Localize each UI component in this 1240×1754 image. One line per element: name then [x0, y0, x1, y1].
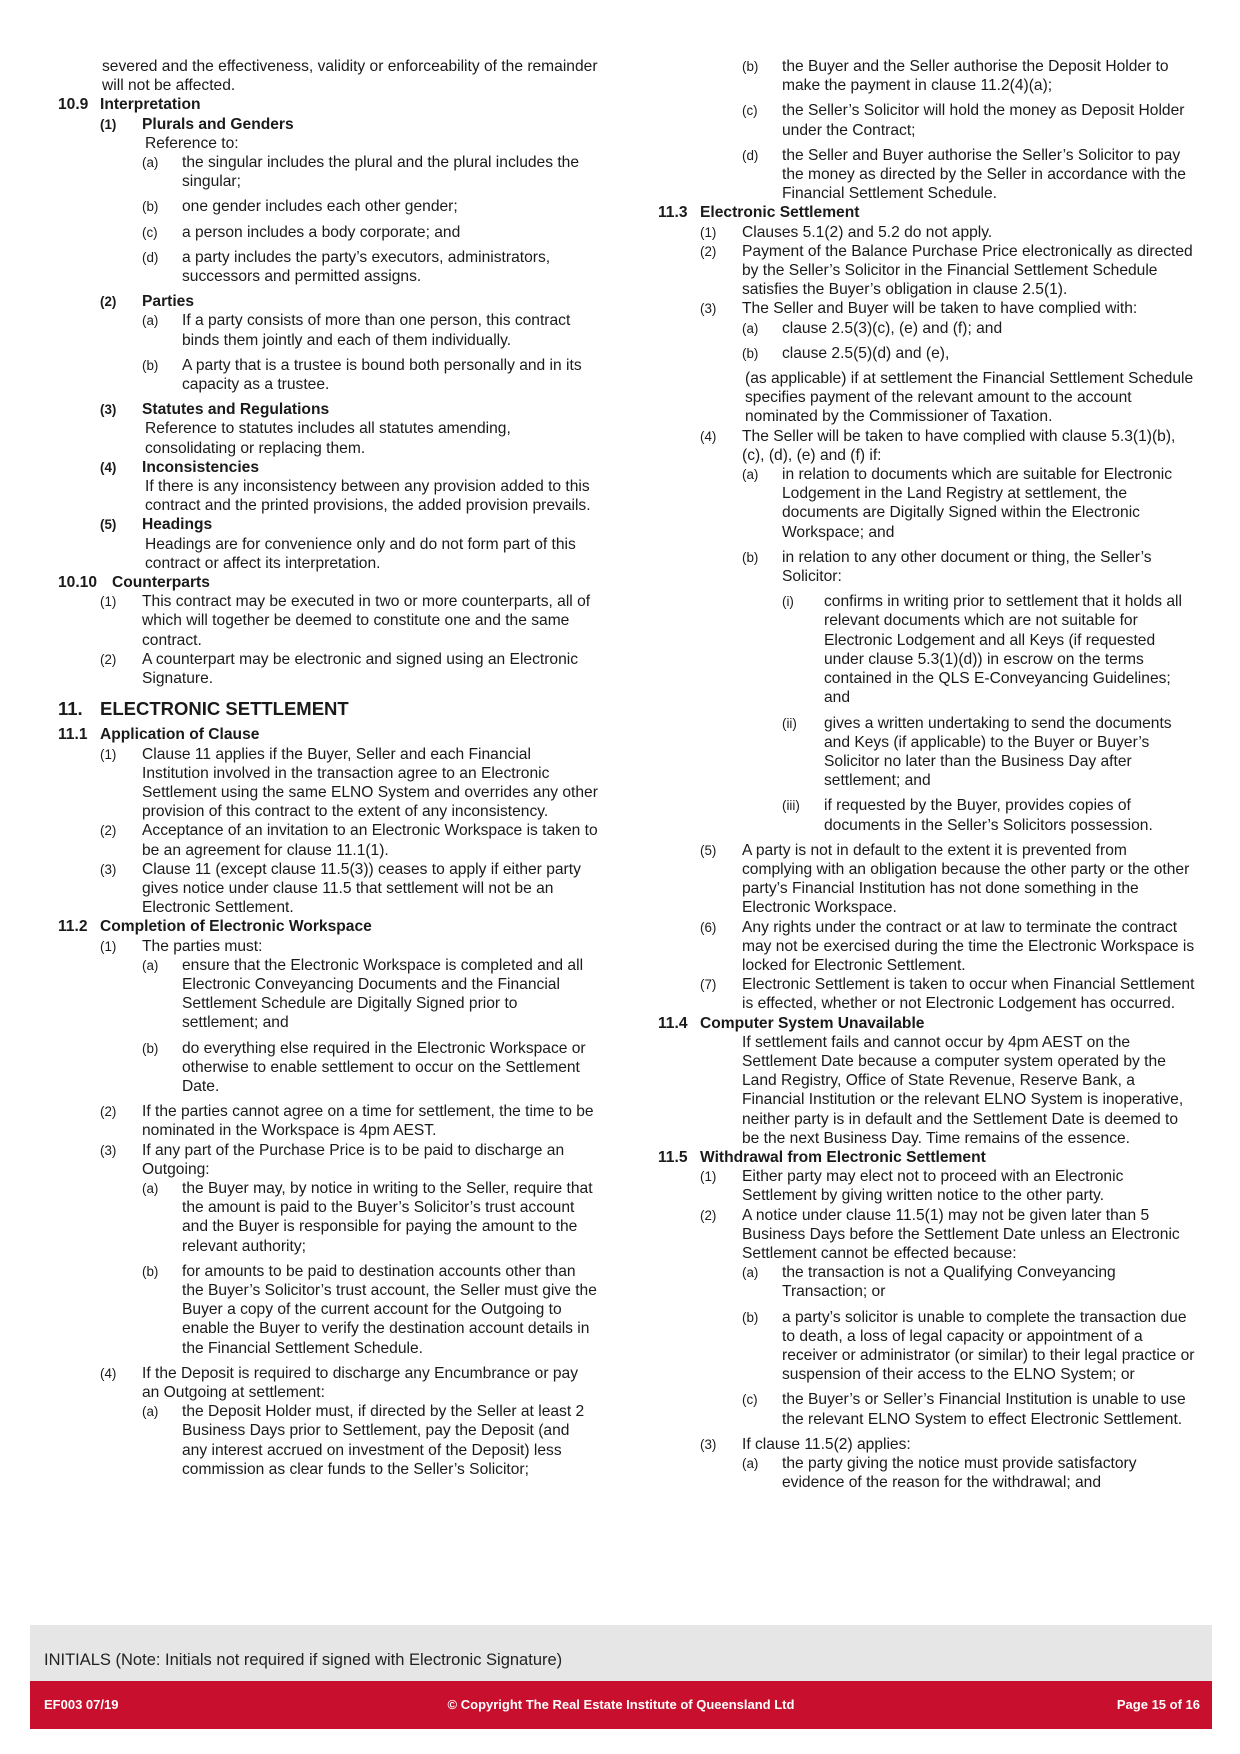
list-item: (c) the Buyer’s or Seller’s Financial Institution is unable to use the relevant ELNO System to effect Electronic Settlement. [742, 1391, 1186, 1428]
list-item: (d) the Seller and Buyer authorise the Seller’s Solicitor to pay the money as directed by the Seller in accordance with the Financial Settlement Schedule. [742, 146, 1186, 203]
list-item: (1) Clauses 5.1(2) and 5.2 do not apply. [700, 223, 993, 241]
list-item: (6) Any rights under the contract or at law to terminate the contract may not be exercised during the time the Electronic Workspace is locked for Electronic Settlement. [700, 918, 1195, 974]
list-item: (iii) if requested by the Buyer, provides copies of documents in the Seller’s Solicitors possession. [782, 797, 1153, 834]
list-item: (b) in relation to any other document or thing, the Seller’s Solicitor: [742, 548, 1152, 586]
subclause-inconsistencies: (4) Inconsistencies [100, 458, 259, 476]
list-item: (2) Acceptance of an invitation to an Electronic Workspace is taken to be an agreement for clause 11.1(1). [100, 822, 598, 859]
list-item: (1) Either party may elect not to proceed with an Electronic Settlement by giving written notice to the other party. [700, 1168, 1124, 1205]
list-item: (2) A counterpart may be electronic and signed using an Electronic Signature. [100, 650, 579, 688]
clause-10-10-heading: 10.10 Counterparts [58, 574, 210, 592]
subclause-headings: (5) Headings [100, 516, 213, 534]
list-item: (3) The Seller and Buyer will be taken to have complied with: [700, 300, 1138, 318]
clause-11-4-heading: 11.4 Computer System Unavailable [658, 1014, 925, 1032]
list-item: (1) Clause 11 applies if the Buyer, Seller and each Financial Institution involved in the transaction agree to an Electronic Settlement using the same ELNO System and overrides any other provision of this contract to the extent of any inconsistency. [100, 745, 598, 821]
clause-11-2-heading: 11.2 Completion of Electronic Workspace [58, 918, 372, 936]
clause-11-1-heading: 11.1 Application of Clause [58, 726, 260, 744]
list-item: (a) the Buyer may, by notice in writing to the Seller, require that the amount is paid to the Buyer’s Solicitor’s trust account and the Buyer is responsible for paying the amount to the relevant authority; [142, 1179, 593, 1255]
list-item: (a) the party giving the notice must provide satisfactory evidence of the reason for the withdrawal; and [742, 1455, 1137, 1492]
list-item: (a) the Deposit Holder must, if directed by the Seller at least 2 Business Days prior to Settlement, pay the Deposit (and any interest accrued on investment of the Deposit) less commission as clear funds to the Seller’s Solicitor; [142, 1403, 585, 1478]
list-item: (1) The parties must: [100, 937, 263, 955]
left-column [58, 57, 598, 1479]
list-item: (7) Electronic Settlement is taken to occur when Financial Settlement is effected, whether or not Electronic Lodgement has occurred. [700, 976, 1195, 1013]
clause-11-5-heading: 11.5 Withdrawal from Electronic Settlement [658, 1148, 986, 1166]
list-item: (4) If the Deposit is required to discharge any Encumbrance or pay an Outgoing at settlement: [100, 1364, 578, 1401]
list-item: (2) If the parties cannot agree on a time for settlement, the time to be nominated in the Workspace is 4pm AEST. [100, 1103, 594, 1140]
chapter-11-title: 11. ELECTRONIC SETTLEMENT [58, 698, 349, 720]
subclause-parties: (2) Parties [100, 293, 195, 311]
list-item: (b) the Buyer and the Seller authorise the Deposit Holder to make the payment in clause 11.2(4)(a); [742, 58, 1169, 95]
list-item: (4) The Seller will be taken to have complied with clause 5.3(1)(b), (c), (d), (e) and (f) if: [700, 427, 1176, 464]
subclause-statutes: (3) Statutes and Regulations [100, 401, 330, 419]
initials-note: INITIALS (Note: Initials not required if signed with Electronic Signature) [44, 1651, 563, 1669]
list-item: (2) A notice under clause 11.5(1) may not be given later than 5 Business Days before the Settlement Date unless an Electronic Settlement cannot be effected because: [700, 1206, 1180, 1262]
copyright-notice: © Copyright The Real Estate Institute of Queensland Ltd [447, 1697, 795, 1712]
list-item: (c) a person includes a body corporate; and [142, 223, 461, 241]
page-number: Page 15 of 16 [1116, 1697, 1200, 1712]
list-item: (a) the singular includes the plural and the plural includes the singular; [142, 154, 580, 191]
list-item: (3) If any part of the Purchase Price is to be paid to discharge an Outgoing: [100, 1141, 565, 1178]
list-item: (ii) gives a written undertaking to send the documents and Keys (if applicable) to the Buyer or Buyer’s Solicitor no later than the Business Day after settlement; and [782, 714, 1172, 790]
form-code: EF003 07/19 [44, 1697, 119, 1712]
list-item: (b) A party that is a trustee is bound both personally and in its capacity as a trustee. [142, 356, 582, 394]
list-item: (2) Payment of the Balance Purchase Price electronically as directed by the Seller’s Solicitor in the Financial Settlement Schedule satisfies the Buyer’s obligation in clause 2.5(1). [700, 242, 1193, 299]
list-item: (c) the Seller’s Solicitor will hold the money as Deposit Holder under the Contract; [742, 102, 1185, 139]
clause-10-9-heading: 10.9 Interpretation [58, 96, 201, 114]
list-item: (b) one gender includes each other gender; [142, 198, 458, 216]
list-item: (b) clause 2.5(5)(d) and (e), [742, 344, 950, 362]
list-item: (a) the transaction is not a Qualifying Conveyancing Transaction; or [742, 1264, 1116, 1301]
list-item: (a) clause 2.5(3)(c), (e) and (f); and [742, 319, 1003, 337]
list-item: (b) do everything else required in the Electronic Workspace or otherwise to enable settlement to occur on the Settlement Date. [142, 1039, 586, 1095]
list-item: (a) ensure that the Electronic Workspace is completed and all Electronic Conveyancing Documents and the Financial Settlement Schedule are Digitally Signed prior to settlement; and [142, 956, 584, 1032]
list-item: (d) a party includes the party’s executors, administrators, successors and permitted assigns. [142, 248, 551, 286]
list-item: (i) confirms in writing prior to settlement that it holds all relevant documents which are not suitable for Electronic Lodgement and all Keys (if requested under clause 5.3(1)(d)) in escrow on the terms contained in the QLS E-Conveyancing Guidelines; and [782, 593, 1182, 707]
initials-bar [30, 1625, 1212, 1681]
list-item: (5) A party is not in default to the extent it is prevented from complying with an obligation because the other party or the other party’s Financial Institution has not done something in the Electronic Workspace. [700, 841, 1190, 917]
list-item: (3) If clause 11.5(2) applies: [700, 1435, 911, 1453]
list-item: (a) in relation to documents which are suitable for Electronic Lodgement in the Land Registry at settlement, the documents are Digitally Signed within the Electronic Workspace; and [742, 466, 1173, 541]
page-footer [30, 1681, 1212, 1729]
list-item: (3) Clause 11 (except clause 11.5(3)) ceases to apply if either party gives notice under clause 11.5 that settlement will not be an Electronic Settlement. [100, 860, 581, 917]
clause-11-3-heading: 11.3 Electronic Settlement [658, 204, 860, 222]
right-column: (b) the Buyer and the Seller authorise the Deposit Holder to make the payment in clause 11.2(4)(a); (c) the Seller’s Solicitor will hold the money as Deposit Holder under the Contract; (d) the Seller and Buyer authorise the Seller’s Solicitor to pay the money as directed by the Seller in accordance with the Financial Settlement Schedule. 11.3 Electronic Settlement (1) Clauses 5.1(2) and 5.2 do not apply. (2) Payment of the Balance Purchase Price electronically as directed by the Seller’s Solicitor in the Financial Settlement Schedule satisfies the Buyer’s obligation in clause 2.5(1). (3) The Seller and Buyer will be taken to have complied with: (a) clause 2.5(3)(c), (e) and (f); and (b) clause 2.5(5)(d) and (e), (as applicable) if at settlement the Financial Settlement Schedule specifies payment of the relevant amount to the account nominated by the Commissioner of Taxation. (4) The Seller will be taken to have complied with clause 5.3(1)(b), (c), (d), (e) and (f) if: (a) in relation to documents which are suitable for Electronic Lodgement in the Land Registry at settlement, the documents are Digitally Signed within the Electronic Workspace; and (b) in relation to any other document or thing, the Seller’s Solicitor: (i) confirms in writing prior to settlement that it holds all relevant documents which are not suitable for Electronic Lodgement and all Keys (if requested under clause 5.3(1)(d)) in escrow on the terms contained in the QLS E-Conveyancing Guidelines; and (ii) gives a written undertaking to send the documents and Keys (if applicable) to the Buyer or Buyer’s Solicitor no later than the Business Day after settlement; and (iii) if requested by the Buyer, provides copies of documents in the Seller’s Solicitors possession. (5) A party is not in default to the extent it is prevented from complying with an obligation because the other party or the other party’s Financial Institution has not done something in the Electronic Workspace. (6) Any rights under the contract or at law to terminate the contract may not be exercised during the time the Electronic Workspace is locked for Electronic Settlement. (7) Electronic Settlement is taken to occur when Financial Settlement is effected, whether or not Electronic Lodgement has occurred. 11.4 Computer System Unavailable If settlement fails and cannot occur by 4pm AEST on the Settlement Date because a computer system operated by the Land Registry, Office of State Revenue, Reserve Bank, a Financial Institution or the relevant ELNO System is inoperative, neither party is in default and the Settlement Date is deemed to be the next Business Day. Time remains of the essence. 11.5 Withdrawal from Electronic Settlement (1) Either party may elect not to proceed with an Electronic Settlement by giving written notice to the other party. (2) A notice under clause 11.5(1) may not be given later than 5 Business Days before the Settlement Date unless an Electronic Settlement cannot be effected because: (a) the transaction is not a Qualifying Conveyancing Transaction; or (b) a party’s solicitor is unable to complete the transaction due to death, a loss of legal capacity or appointment of a receiver or administrator (or similar) to their legal practice or suspension of their access to the ELNO System; or (c) the Buyer’s or Seller’s Financial Institution is unable to use the relevant ELNO System to effect Electronic Settlement. (3) If clause 11.5(2) applies: (a) the party giving the notice must provide satisfactory evidence of the reason for the withdrawal; and [658, 58, 1195, 1492]
continued-paragraph: severed and the effectiveness, validity or enforceability of the remainder will not be affected. [102, 58, 598, 95]
list-item: (b) a party’s solicitor is unable to complete the transaction due to death, a loss of legal capacity or appointment of a receiver or administrator (or similar) to their legal practice or suspension of their access to the ELNO System; or [742, 1308, 1195, 1384]
list-item: (1) This contract may be executed in two or more counterparts, all of which will together be deemed to constitute one and the same contract. [100, 593, 591, 649]
list-item: (a) If a party consists of more than one person, this contract binds them jointly and each of them individually. [142, 312, 571, 349]
list-item: (b) for amounts to be paid to destination accounts other than the Buyer’s Solicitor’s trust account, the Seller must give the Buyer a copy of the current account for the Outgoing to enable the Buyer to verify the destination account details in the Financial Settlement Schedule. [142, 1262, 597, 1357]
subclause-plurals: (1) Plurals and Genders Reference to: (a) the singular includes the plural and the plural includes the singular; (b) one gender includes each other gender; (c) a person includes a body corporate; and (d) a party includes the party’s executors, administrators, successors and permitted assigns. (2) Parties (a) If a party consists of more than one person, this contract binds them jointly and each of them individually. (b) A party that is a trustee is bound both personally and in its capacity as a trustee. (3) Statutes and Regulations Reference to statutes includes all statutes amending, consolidating or replacing them. (4) Inconsistencies If there is any inconsistency between any provision added to this contract and the printed provisions, the added provision prevails. (5) Headings Headings are for convenience only and do not form part of this contract or affect its interpretation. [58, 115, 598, 573]
